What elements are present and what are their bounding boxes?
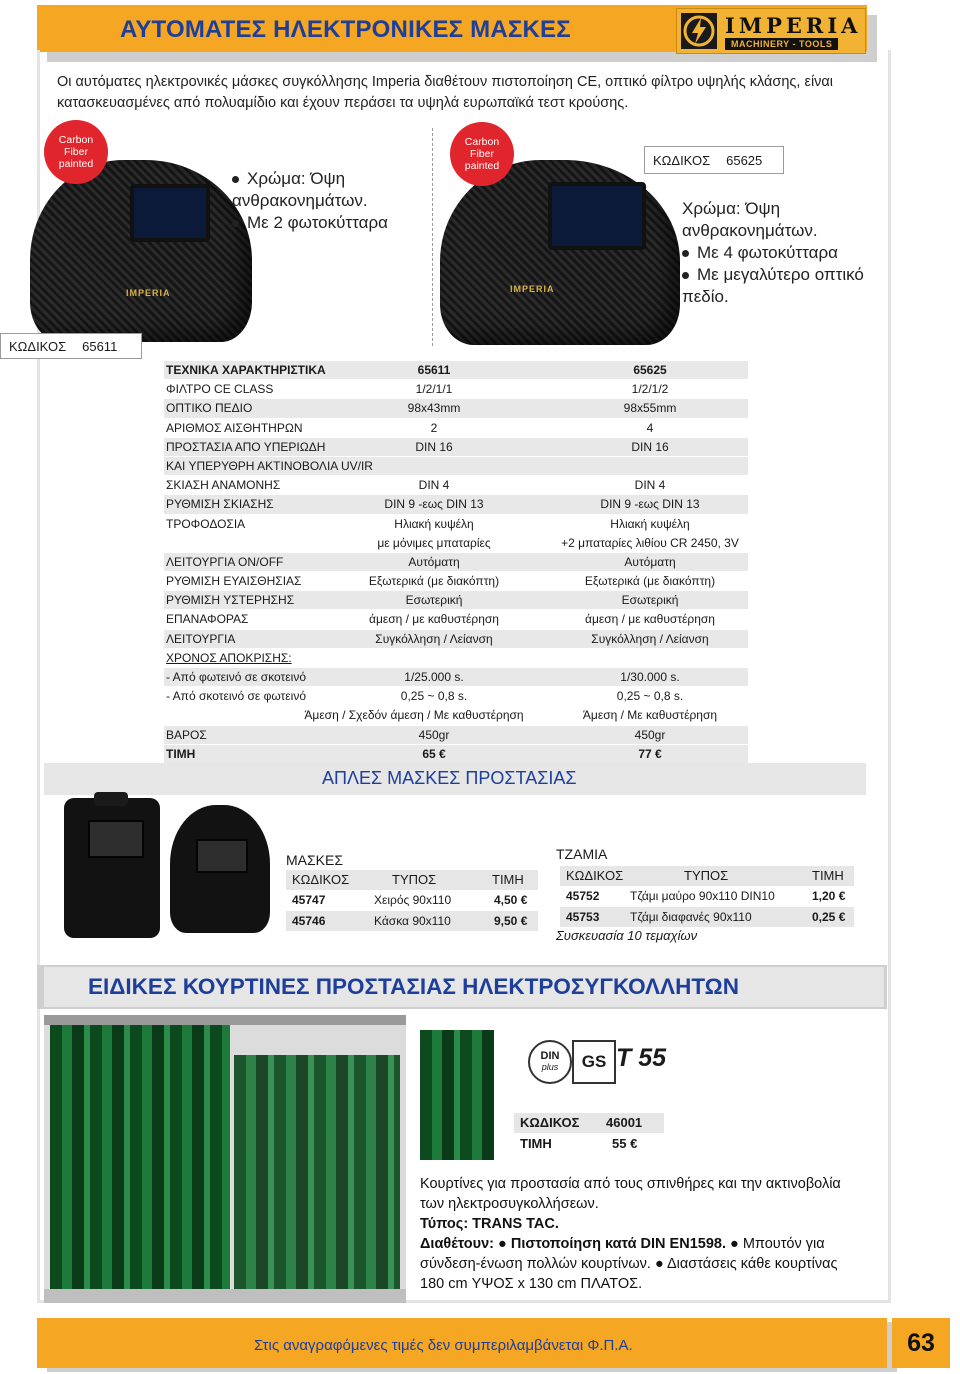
spec-cell: 98x55mm (623, 401, 677, 416)
column-header: ΚΩΔΙΚΟΣ (566, 868, 624, 883)
bullet-icon: ● (730, 1236, 739, 1252)
spec-cell: Άμεση / Με καθυστέρηση (582, 708, 718, 723)
helmet-image-65625 (440, 160, 680, 345)
cell-type: Τζάμι μαύρο 90x110 DIN10 (630, 889, 775, 903)
desc-avail-label: Διαθέτουν: (420, 1236, 495, 1252)
spec-cell: 450gr (418, 727, 450, 742)
spec-cell: Συγκόλληση / Λείανση (375, 631, 493, 646)
spec-cell: ΣΚΙΑΣΗ ΑΝΑΜΟΝΗΣ (166, 478, 281, 493)
bullet-icon (232, 220, 239, 227)
din-mark-sub: plus (541, 1062, 559, 1072)
head-shield-image (170, 805, 270, 933)
spec-row (164, 591, 748, 610)
code-label: ΚΩΔΙΚΟΣ (520, 1115, 580, 1130)
feature-item (682, 264, 882, 308)
spec-header-cell: ΤΕΧΝΙΚΑ ΧΑΡΑΚΤΗΡΙΣΤΙΚΑ (166, 363, 326, 377)
imperia-logo (676, 8, 866, 54)
spec-cell: ΟΠΤΙΚΟ ΠΕΔΙΟ (166, 401, 253, 416)
bullet-icon: ● (655, 1256, 664, 1272)
spec-cell: DIN 9 -εως DIN 13 (600, 497, 700, 512)
glass-package-note: Συσκευασία 10 τεμαχίων (556, 928, 698, 943)
spec-cell: Συγκόλληση / Λείανση (591, 631, 709, 646)
curtain-panel (50, 1025, 230, 1289)
desc-buttons: Μπουτόν για σύνδεση-ένωση πολλών κουρτίνων. (420, 1236, 825, 1272)
curtain-rail (44, 1015, 406, 1025)
carbon-fiber-badge (450, 122, 514, 186)
code-label: ΚΩΔΙΚΟΣ (653, 152, 711, 168)
curtain-sample-image (420, 1030, 494, 1160)
spec-cell: με μόνιμες μπαταρίες (377, 535, 491, 550)
spec-row (164, 380, 748, 399)
helmet-window (548, 182, 646, 250)
spec-price-row (164, 745, 748, 764)
curtain-price-table (514, 1113, 664, 1155)
spec-cell: - Από φωτεινό σε σκοτεινό (166, 670, 306, 684)
product-divider (432, 128, 433, 346)
section-title-curtains: ΕΙΔΙΚΕΣ ΚΟΥΡΤΙΝΕΣ ΠΡΟΣΤΑΣΙΑΣ ΗΛΕΚΤΡΟΣΥΓΚΟΛΛΗΤΩΝ (88, 974, 739, 999)
table-row (560, 886, 854, 907)
spec-cell: Ηλιακή κυψέλη (394, 516, 474, 531)
table-row (286, 890, 538, 911)
spec-row (164, 572, 748, 591)
curtain-floor (44, 1289, 406, 1303)
spec-table (164, 361, 748, 764)
gs-mark: GS (581, 1052, 607, 1071)
spec-cell: 1/2/1/2 (631, 382, 669, 397)
column-header: ΤΥΠΟΣ (392, 872, 437, 887)
spec-cell: 0,25 ~ 0,8 s. (616, 689, 684, 704)
spec-row (164, 457, 748, 476)
spec-cell: DIN 16 (415, 439, 453, 454)
spec-cell: 1/30.000 s. (620, 670, 680, 684)
spec-cell: DIN 4 (418, 478, 450, 493)
spec-cell: 4 (646, 420, 654, 435)
spec-row (164, 649, 748, 668)
cell-price: 0,25 € (812, 910, 846, 924)
page-number: 63 (892, 1318, 950, 1368)
spec-row (164, 438, 748, 457)
spec-cell: 1/25.000 s. (404, 670, 464, 684)
spec-cell: ΧΡΟΝΟΣ ΑΠΟΚΡΙΣΗΣ: (166, 650, 292, 665)
desc-text: Κουρτίνες για προστασία από τους σπινθήρες και την ακτινοβολία των ηλεκτροσυγκολλήσεων. (420, 1176, 841, 1212)
shield-window (196, 839, 248, 873)
spec-header-cell: 65625 (633, 363, 667, 377)
product1-features (232, 168, 432, 234)
badge-line: Fiber (470, 148, 494, 160)
masks-table-header (286, 870, 538, 890)
spec-row (164, 399, 748, 418)
spec-row (164, 515, 748, 534)
product2-features (682, 198, 882, 308)
spec-cell: άμεση / με καθυστέρηση (369, 612, 499, 627)
spec-cell: 98x43mm (407, 401, 461, 416)
masks-heading: ΜΑΣΚΕΣ (286, 852, 343, 868)
cell-price: 4,50 € (494, 893, 528, 907)
spec-cell: ΦΙΛΤΡΟ CE CLASS (166, 382, 274, 397)
spec-cell: Αυτόματη (624, 554, 676, 569)
spec-cell: 65 € (422, 746, 446, 761)
column-header: ΤΥΠΟΣ (684, 868, 729, 883)
spec-cell: Ηλιακή κυψέλη (610, 516, 690, 531)
badge-line: Carbon (58, 134, 94, 146)
masks-table (286, 870, 538, 932)
shield-handle (94, 792, 128, 806)
spec-row (164, 706, 748, 725)
feature-text: Με μεγαλύτερο οπτικό πεδίο. (682, 265, 864, 306)
feature-text: Με 4 φωτοκύτταρα (697, 243, 838, 262)
code-value: 65611 (82, 338, 118, 354)
spec-row (164, 553, 748, 572)
column-header: ΤΙΜΗ (492, 872, 524, 887)
price-label: ΤΙΜΗ (520, 1136, 552, 1151)
spec-cell: 2 (430, 420, 438, 435)
spec-row (164, 630, 748, 649)
bullet-icon (232, 176, 239, 183)
spec-cell: - Από σκοτεινό σε φωτεινό (166, 689, 306, 704)
curtain-description (420, 1174, 860, 1294)
page-title: ΑΥΤΟΜΑΤΕΣ ΗΛΕΚΤΡΟΝΙΚΕΣ ΜΑΣΚΕΣ (120, 16, 571, 43)
table-row (514, 1134, 664, 1155)
spec-cell: Εξωτερικά (με διακόπτη) (368, 574, 500, 589)
spec-header-cell: 65611 (417, 363, 451, 377)
spec-cell: ΑΡΙΘΜΟΣ ΑΙΣΘΗΤΗΡΩΝ (166, 420, 303, 435)
glass-heading: ΤΖΑΜΙΑ (556, 846, 608, 862)
table-row (286, 911, 538, 932)
code-value: 65625 (726, 152, 763, 168)
spec-cell: +2 μπαταρίες λιθίου CR 2450, 3V (561, 535, 739, 550)
price-value: 55 € (612, 1136, 638, 1151)
spec-row (164, 726, 748, 745)
spec-cell: Άμεση / Σχεδόν άμεση / Με καθυστέρηση (304, 708, 524, 723)
spec-row (164, 476, 748, 495)
spec-cell: Εσωτερική (405, 593, 463, 608)
hand-shield-image (64, 798, 160, 938)
curtain-panel (234, 1055, 400, 1289)
spec-cell: Αυτόματη (408, 554, 460, 569)
spec-cell: Εξωτερικά (με διακόπτη) (584, 574, 716, 589)
spec-cell: ΡΥΘΜΙΣΗ ΣΚΙΑΣΗΣ (166, 497, 274, 512)
feature-item (232, 212, 432, 234)
feature-text: Χρώμα: Όψη ανθρακονημάτων. (682, 199, 818, 240)
column-header: ΚΩΔΙΚΟΣ (292, 872, 350, 887)
cell-code: 45752 (566, 889, 600, 903)
cell-type: Τζάμι διαφανές 90x110 (630, 910, 752, 924)
intro-text: Οι αυτόματες ηλεκτρονικές μάσκες συγκόλλησης Imperia διαθέτουν πιστοποίηση CE, οπτικό φίλτρο υψηλής κλάσης, είναι κατασκευασμένες από πολυαμίδιο και έχουν περάσει τα υψηλά ευρωπαϊκά τεστ κρούσης. (57, 74, 834, 111)
spec-cell: DIN 4 (634, 478, 666, 493)
cell-price: 9,50 € (494, 914, 528, 928)
spec-cell: ΚΑΙ ΥΠΕΡΥΘΡΗ ΑΚΤΙΝΟΒΟΛΙΑ UV/IR (166, 458, 373, 473)
code-label: ΚΩΔΙΚΟΣ (9, 338, 67, 354)
glass-table-header (560, 866, 854, 886)
helmet-image-65611 (30, 160, 252, 342)
spec-cell: ΛΕΙΤΟΥΡΓΙΑ ON/OFF (166, 554, 284, 569)
spec-cell: ΛΕΙΤΟΥΡΓΙΑ (166, 631, 236, 646)
cell-code: 45753 (566, 910, 600, 924)
section-title-simple-masks: ΑΠΛΕΣ ΜΑΣΚΕΣ ΠΡΟΣΤΑΣΙΑΣ (322, 768, 577, 788)
column-header: ΤΙΜΗ (812, 868, 844, 883)
spec-row (164, 534, 748, 553)
glass-table (560, 866, 854, 928)
badge-line: painted (464, 160, 500, 172)
shield-window (88, 820, 144, 858)
cell-code: 45746 (292, 914, 326, 928)
spec-cell: ΒΑΡΟΣ (166, 727, 207, 742)
lightning-bolt-icon (681, 13, 717, 49)
feature-item (232, 168, 432, 212)
spec-cell: ΡΥΘΜΙΣΗ ΥΣΤΕΡΗΣΗΣ (166, 593, 295, 608)
spec-cell: άμεση / με καθυστέρηση (585, 612, 715, 627)
spec-cell: ΕΠΑΝΑΦΟΡΑΣ (166, 612, 249, 627)
spec-cell: ΡΥΘΜΙΣΗ ΕΥΑΙΣΘΗΣΙΑΣ (166, 574, 302, 589)
din-mark: DIN (540, 1050, 560, 1062)
spec-header-row (164, 361, 748, 380)
spec-row (164, 495, 748, 514)
spec-cell: Εσωτερική (621, 593, 679, 608)
spec-cell: 450gr (634, 727, 666, 742)
cell-price: 1,20 € (812, 889, 846, 903)
product1-code-box (0, 333, 142, 359)
desc-dimensions: Διαστάσεις κάθε κουρτίνας 180 cm ΥΨΟΣ x 130 cm ΠΛΑΤΟΣ. (420, 1256, 838, 1292)
spec-cell: 77 € (638, 746, 662, 761)
gs-mark-icon (572, 1040, 616, 1084)
spec-row (164, 668, 748, 687)
carbon-fiber-badge (44, 120, 108, 184)
model-name: T 55 (616, 1044, 667, 1072)
feature-text: Με 2 φωτοκύτταρα (247, 213, 388, 232)
cell-type: Χειρός 90x110 (374, 893, 452, 907)
badge-line: painted (58, 158, 94, 170)
logo-tagline: MACHINERY - TOOLS (725, 38, 838, 50)
spec-cell: DIN 16 (631, 439, 669, 454)
spec-row (164, 610, 748, 629)
din-plus-icon (528, 1040, 572, 1084)
bullet-icon: ● (498, 1236, 507, 1252)
spec-cell: 0,25 ~ 0,8 s. (400, 689, 468, 704)
badge-line: Carbon (464, 136, 500, 148)
table-row (514, 1113, 664, 1134)
curtain-image (44, 1015, 406, 1303)
feature-text: Χρώμα: Όψη ανθρακονημάτων. (232, 169, 368, 210)
code-value: 46001 (606, 1115, 643, 1130)
helmet-window (130, 184, 210, 242)
spec-cell: 1/2/1/1 (415, 382, 453, 397)
bullet-icon (682, 250, 689, 257)
spec-cell: ΠΡΟΣΤΑΣΙΑ ΑΠΟ ΥΠΕΡΙΩΔΗ (166, 439, 326, 454)
spec-row (164, 687, 748, 706)
cell-type: Κάσκα 90x110 (374, 914, 451, 928)
badge-line: Fiber (64, 146, 88, 158)
cell-code: 45747 (292, 893, 326, 907)
feature-item (682, 242, 882, 264)
helmet-brand: IMPERIA (126, 288, 171, 298)
helmet-brand: IMPERIA (510, 284, 555, 294)
bullet-icon (682, 272, 689, 279)
vat-note: Στις αναγραφόμενες τιμές δεν συμπεριλαμβάνεται Φ.Π.Α. (254, 1337, 633, 1354)
table-row (560, 907, 854, 928)
logo-name: IMPERIA (725, 13, 862, 38)
spec-cell: ΤΙΜΗ (166, 746, 196, 761)
desc-cert: Πιστοποίηση κατά DIN EN1598. (510, 1236, 726, 1252)
desc-type: Τύπος: TRANS TAC. (420, 1216, 559, 1232)
product2-code-box (644, 146, 784, 174)
spec-cell: DIN 9 -εως DIN 13 (384, 497, 484, 512)
spec-cell: ΤΡΟΦΟΔΟΣΙΑ (166, 516, 246, 531)
spec-row (164, 419, 748, 438)
